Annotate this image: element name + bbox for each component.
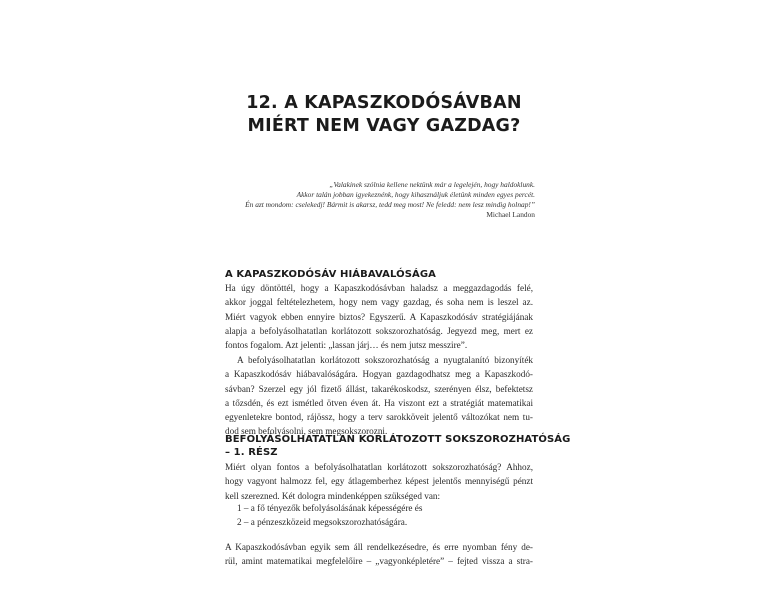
text-line: a tőzsdén, és ezt ismétled ötven éven át. Ha viszont ezt a stratégiát matematikai bbox=[225, 397, 533, 408]
text-line: hogy vagyont halmozz fel, egy átlagemberhez képest jelentős mennyiségű pénzt bbox=[225, 476, 533, 487]
epigraph-line: Akkor talán jobban igyekeznénk, hogy kihasználjuk életünk minden egyes percét. bbox=[296, 190, 535, 199]
list-item: 1 – a fő tényezők befolyásolásának képességére és bbox=[237, 503, 423, 513]
text-line: Miért vagyok ebben ennyire biztos? Egyszerű. A Kapaszkodósáv stratégiájának bbox=[225, 311, 533, 322]
section-heading-line-1: BEFOLYÁSOLHATATLAN KORLÁTOZOTT SOKSZOROZHATÓSÁG bbox=[225, 434, 571, 445]
text-line: akkor joggal feltételezhetem, hogy nem vagy gazdag, és soha nem is leszel az. bbox=[225, 297, 533, 308]
numbered-list bbox=[237, 502, 422, 530]
epigraph-line: „Valakinek szólnia kellene nektünk már a legelején, hogy haldoklunk. bbox=[329, 180, 535, 189]
text-line: egyenletekre bontod, rájössz, hogy a terv sarokköveit jelentő változókat nem tu- bbox=[225, 412, 533, 423]
paragraph bbox=[225, 281, 533, 352]
section-heading-line-2: – 1. RÉSZ bbox=[225, 447, 278, 458]
epigraph-author: Michael Landon bbox=[486, 210, 535, 219]
paragraph bbox=[225, 460, 533, 503]
list-item: 2 – a pénzeszközeid megsokszorozhatóságára. bbox=[237, 516, 408, 527]
text-line: A Kapaszkodósávban egyik sem áll rendelkezésedre, és erre nyomban fény de- bbox=[225, 542, 533, 552]
text-line: sávban? Szerzel egy jól fizető állást, takarékoskodsz, szerényen élsz, befektetsz bbox=[225, 383, 533, 394]
epigraph-line: Én azt mondom: cselekedj! Bármit is akarsz, tedd meg most! Ne feledd: nem lesz mindig holnap!” bbox=[245, 200, 535, 209]
text-line: dod sem befolyásolni, sem megsokszorozni. bbox=[225, 426, 388, 437]
text-line: kell szerezned. Két dologra mindenképpen szükséged van: bbox=[225, 490, 441, 501]
paragraph bbox=[225, 540, 533, 569]
paragraph bbox=[225, 353, 533, 439]
text-line: a Kapaszkodósáv hiábavalóságára. Hogyan gazdagodhatsz meg a Kapaszkodó- bbox=[225, 369, 533, 380]
section-heading: A KAPASZKODÓSÁV HIÁBAVALÓSÁGA bbox=[225, 269, 437, 280]
text-line: alapja a befolyásolhatatlan korlátozott sokszorozhatóság. Jegyezd meg, mert ez bbox=[225, 325, 533, 336]
text-line: A befolyásolhatatlan korlátozott sokszorozhatóság a nyugtalanító bizonyíték bbox=[237, 355, 533, 365]
text-line: Miért olyan fontos a befolyásolhatatlan korlátozott sokszorozhatóság? Ahhoz, bbox=[225, 462, 533, 472]
chapter-title-line-2: MIÉRT NEM VAGY GAZDAG? bbox=[247, 116, 521, 136]
text-line: rül, amint matematikai megfelelőire – „vagyonképletére” – fejted vissza a stra- bbox=[225, 556, 533, 567]
text-line: Ha úgy döntöttél, hogy a Kapaszkodósávban haladsz a meggazdagodás felé, bbox=[225, 283, 533, 293]
epigraph bbox=[205, 180, 535, 220]
text-line: fontos fogalom. Azt jelenti: „lassan járj… és nem jutsz messzire”. bbox=[225, 340, 468, 351]
chapter-title-line-1: 12. A KAPASZKODÓSÁVBAN bbox=[246, 93, 522, 113]
